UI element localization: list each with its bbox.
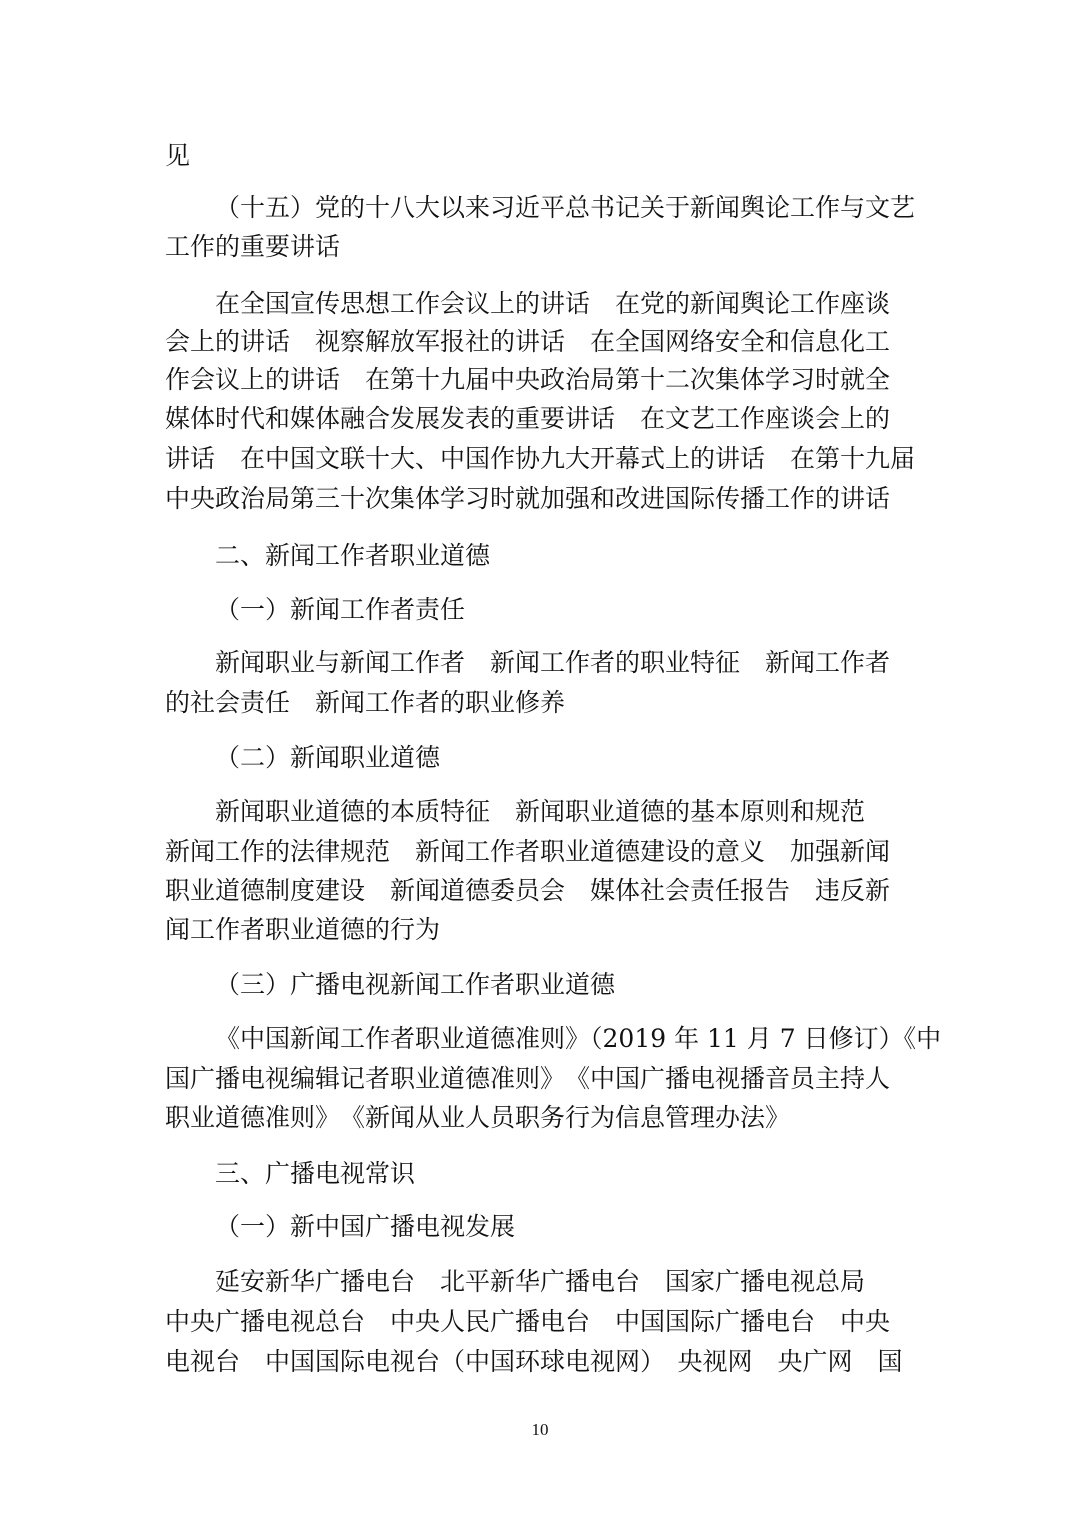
paragraph-line: 《中国新闻工作者职业道德准则》（2019 年 11 月 7 日修订）《中 xyxy=(215,1024,942,1053)
paragraph-line: 中央政治局第三十次集体学习时就加强和改进国际传播工作的讲话 xyxy=(165,484,891,513)
continuation-line: 见 xyxy=(165,141,191,170)
section-heading-1: （一）新闻工作者责任 xyxy=(215,595,466,624)
chapter-heading-3: 三、广播电视常识 xyxy=(215,1159,416,1188)
paragraph-line: 新闻职业道德的本质特征 新闻职业道德的基本原则和规范 xyxy=(215,797,866,826)
paragraph-line: 新闻工作的法律规范 新闻工作者职业道德建设的意义 加强新闻 xyxy=(165,837,891,866)
paragraph-line: 新闻职业与新闻工作者 新闻工作者的职业特征 新闻工作者 xyxy=(215,648,891,677)
paragraph-line: 职业道德制度建设 新闻道德委员会 媒体社会责任报告 违反新 xyxy=(165,876,891,905)
paragraph-line: 的社会责任 新闻工作者的职业修养 xyxy=(165,688,566,717)
paragraph-line: 会上的讲话 视察解放军报社的讲话 在全国网络安全和信息化工 xyxy=(165,327,891,356)
paragraph-line: 讲话 在中国文联十大、中国作协九大开幕式上的讲话 在第十九届 xyxy=(165,444,916,473)
paragraph-line: 作会议上的讲话 在第十九届中央政治局第十二次集体学习时就全 xyxy=(165,365,891,394)
paragraph-line: 闻工作者职业道德的行为 xyxy=(165,915,441,944)
paragraph-line: 职业道德准则》 《新闻从业人员职务行为信息管理办法》 xyxy=(165,1103,791,1132)
section-heading-3: （三）广播电视新闻工作者职业道德 xyxy=(215,970,616,999)
paragraph-line: 延安新华广播电台 北平新华广播电台 国家广播电视总局 xyxy=(215,1267,866,1296)
section-heading-15: （十五）党的十八大以来习近平总书记关于新闻舆论工作与文艺 xyxy=(215,193,916,222)
chapter-heading-2: 二、新闻工作者职业道德 xyxy=(215,541,491,570)
paragraph-line: 中央广播电视总台 中央人民广播电台 中国国际广播电台 中央 xyxy=(165,1307,891,1336)
section-heading-1-broadcast: （一）新中国广播电视发展 xyxy=(215,1212,516,1241)
paragraph-line: 电视台 中国国际电视台（中国环球电视网） 央视网 央广网 国 xyxy=(165,1347,903,1376)
page-number: 10 xyxy=(531,1420,549,1439)
section-heading-15-cont: 工作的重要讲话 xyxy=(165,232,341,261)
paragraph-line: 在全国宣传思想工作会议上的讲话 在党的新闻舆论工作座谈 xyxy=(215,289,891,318)
paragraph-line: 媒体时代和媒体融合发展发表的重要讲话 在文艺工作座谈会上的 xyxy=(165,404,891,433)
section-heading-2: （二）新闻职业道德 xyxy=(215,743,441,772)
paragraph-line: 国广播电视编辑记者职业道德准则》 《中国广播电视播音员主持人 xyxy=(165,1064,891,1093)
